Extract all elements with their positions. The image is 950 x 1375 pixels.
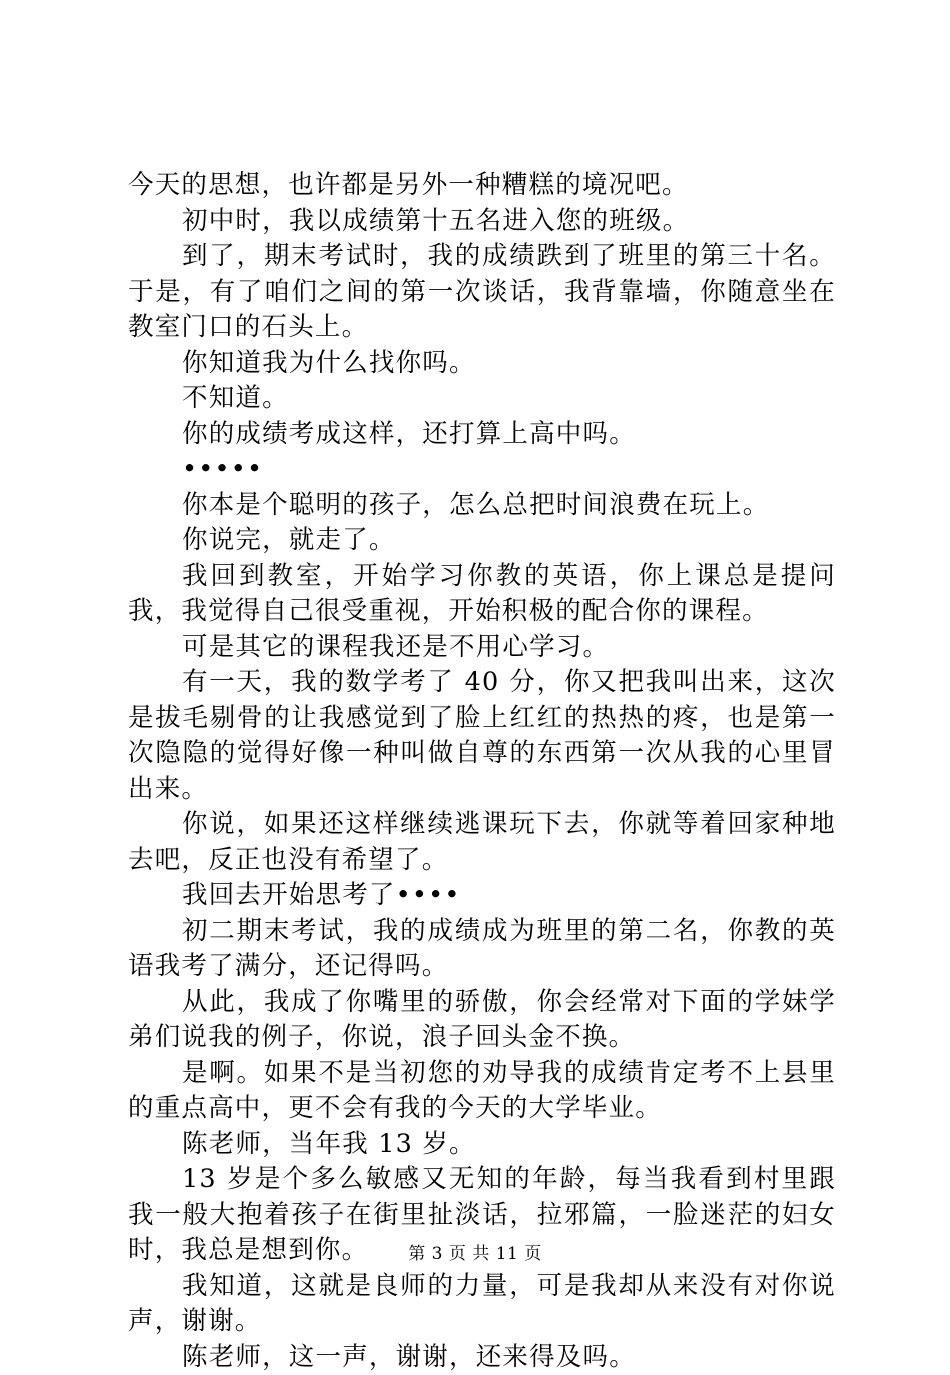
body-paragraph: 可是其它的课程我还是不用心学习。	[128, 630, 836, 666]
body-paragraph: 有一天，我的数学考了 40 分，你又把我叫出来，这次是拔毛剔骨的让我感觉到了脸上红红的热热的疼，也是第一次隐隐的觉得好像一种叫做自尊的东西第一次从我的心里冒出来。	[128, 665, 836, 807]
document-body	[128, 168, 836, 1375]
body-paragraph: 今天的思想，也许都是另外一种糟糕的境况吧。	[128, 168, 836, 204]
body-paragraph: 13 岁是个多么敏感又无知的年龄，每当我看到村里跟我一般大抱着孩子在街里扯淡话，拉邪篇，一脸迷茫的妇女时，我总是想到你。	[128, 1162, 836, 1269]
body-paragraph: 陈老师，这一声，谢谢，还来得及吗。	[128, 1340, 836, 1375]
body-paragraph: 到了，期末考试时，我的成绩跌到了班里的第三十名。于是，有了咱们之间的第一次谈话，我背靠墙，你随意坐在教室门口的石头上。	[128, 239, 836, 346]
body-paragraph: 陈老师，当年我 13 岁。	[128, 1127, 836, 1163]
body-paragraph: 是啊。如果不是当初您的劝导我的成绩肯定考不上县里的重点高中，更不会有我的今天的大学毕业。	[128, 1056, 836, 1127]
body-paragraph: 你说，如果还这样继续逃课玩下去，你就等着回家种地去吧，反正也没有希望了。	[128, 807, 836, 878]
body-paragraph: 我知道，这就是良师的力量，可是我却从来没有对你说声，谢谢。	[128, 1269, 836, 1340]
page-footer: 第 3 页 共 11 页	[0, 1243, 950, 1265]
body-paragraph: 你本是个聪明的孩子，怎么总把时间浪费在玩上。	[128, 488, 836, 524]
body-paragraph: 你的成绩考成这样，还打算上高中吗。	[128, 417, 836, 453]
body-paragraph: •••••	[128, 452, 836, 488]
body-paragraph: 从此，我成了你嘴里的骄傲，你会经常对下面的学妹学弟们说我的例子，你说，浪子回头金不换。	[128, 985, 836, 1056]
body-paragraph: 初二期末考试，我的成绩成为班里的第二名，你教的英语我考了满分，还记得吗。	[128, 914, 836, 985]
body-paragraph: 我回去开始思考了••••	[128, 878, 836, 914]
body-paragraph: 你知道我为什么找你吗。	[128, 346, 836, 382]
body-paragraph: 我回到教室，开始学习你教的英语，你上课总是提问我，我觉得自己很受重视，开始积极的配合你的课程。	[128, 559, 836, 630]
body-paragraph: 初中时，我以成绩第十五名进入您的班级。	[128, 204, 836, 240]
body-paragraph: 不知道。	[128, 381, 836, 417]
body-paragraph: 你说完，就走了。	[128, 523, 836, 559]
